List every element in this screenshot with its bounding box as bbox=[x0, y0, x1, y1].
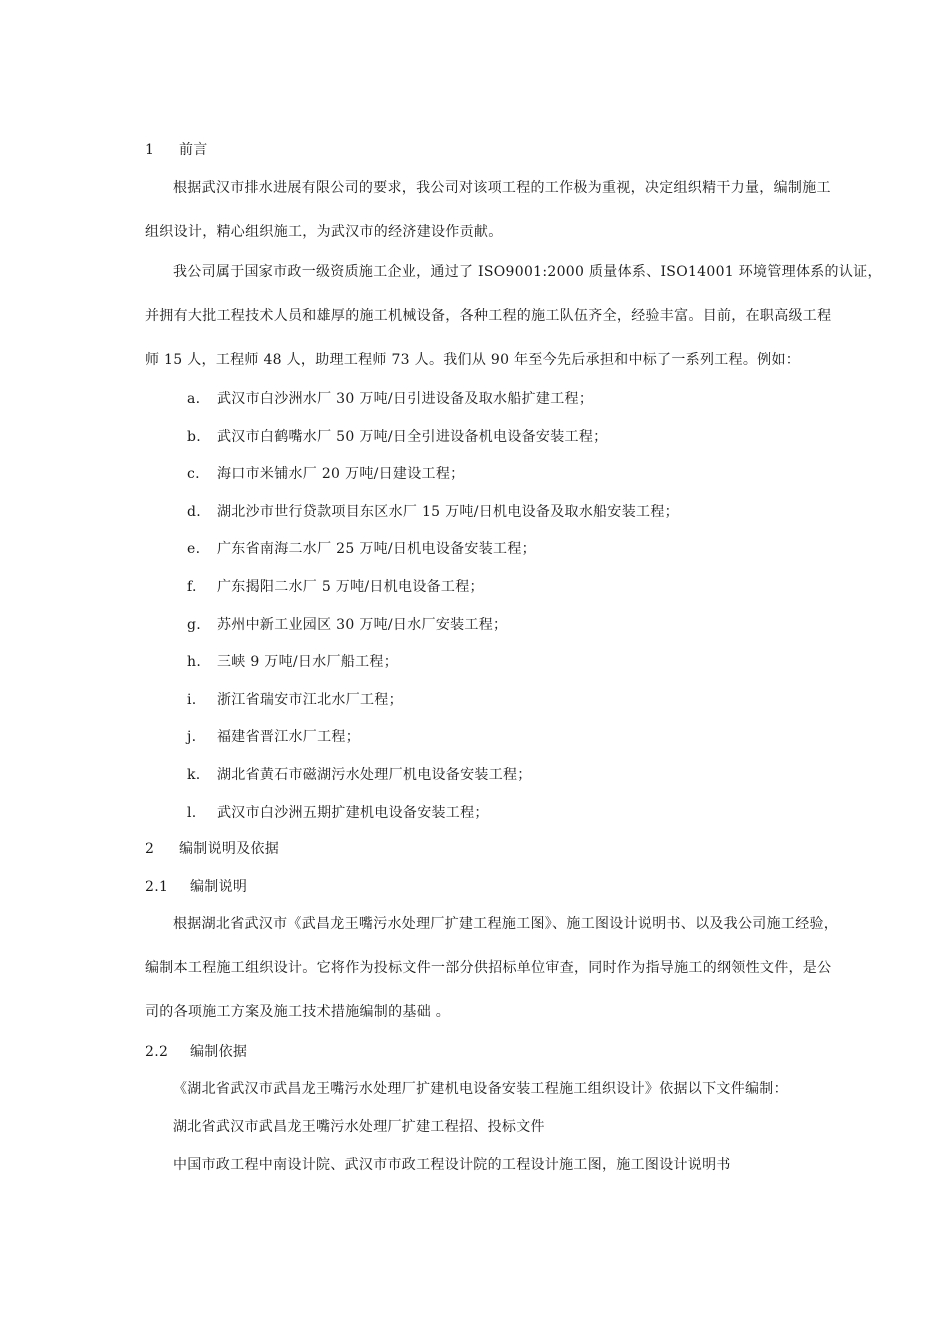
section-1-heading bbox=[145, 141, 208, 159]
list-item-marker: a. bbox=[187, 391, 201, 407]
list-item-text: 武汉市白沙洲水厂 30 万吨/日引进设备及取水船扩建工程； bbox=[217, 391, 594, 407]
subsection-number: 2.1 bbox=[145, 879, 169, 895]
paragraph-line: 中国市政工程中南设计院、武汉市市政工程设计院的工程设计施工图，施工图设计说明书 bbox=[173, 1157, 731, 1173]
list-item-text: 三峡 9 万吨/日水厂船工程； bbox=[217, 654, 399, 670]
list-item-marker: e. bbox=[187, 541, 201, 557]
paragraph-line: 我公司属于国家市政一级资质施工企业，通过了 ISO9001:2000 质量体系、ISO14001 环境管理体系的认证， bbox=[173, 264, 882, 280]
paragraph-line: 湖北省武汉市武昌龙王嘴污水处理厂扩建工程招、投标文件 bbox=[173, 1119, 545, 1135]
paragraph-line: 师 15 人，工程师 48 人，助理工程师 73 人。我们从 90 年至今先后承担和中标了一系列工程。例如： bbox=[145, 352, 801, 368]
subsection-number: 2.2 bbox=[145, 1044, 169, 1060]
subsection-2-1-heading bbox=[145, 878, 248, 896]
list-item-marker: c. bbox=[187, 466, 200, 482]
section-2-heading bbox=[145, 840, 280, 858]
list-item-marker: f. bbox=[187, 579, 197, 595]
paragraph-line: 司的各项施工方案及施工技术措施编制的基础 。 bbox=[145, 1004, 451, 1020]
list-item-marker: d. bbox=[187, 504, 202, 520]
list-item-marker: l. bbox=[187, 805, 197, 821]
paragraph-line: 《湖北省武汉市武昌龙王嘴污水处理厂扩建机电设备安装工程施工组织设计》依据以下文件编制： bbox=[173, 1081, 788, 1097]
paragraph-line: 根据武汉市排水进展有限公司的要求，我公司对该项工程的工作极为重视，决定组织精干力量，编制施工 bbox=[173, 180, 831, 196]
subsection-title: 编制依据 bbox=[190, 1044, 248, 1060]
section-title: 前言 bbox=[179, 142, 208, 158]
section-number: 2 bbox=[145, 841, 155, 857]
list-item-text: 武汉市白沙洲五期扩建机电设备安装工程； bbox=[217, 805, 489, 821]
list-item-text: 苏州中新工业园区 30 万吨/日水厂安装工程； bbox=[217, 617, 508, 633]
subsection-2-2-heading bbox=[145, 1043, 248, 1061]
list-item-text: 浙江省瑞安市江北水厂工程； bbox=[217, 692, 403, 708]
subsection-title: 编制说明 bbox=[190, 879, 248, 895]
list-item-text: 湖北沙市世行贷款项目东区水厂 15 万吨/日机电设备及取水船安装工程； bbox=[217, 504, 679, 520]
paragraph-line: 并拥有大批工程技术人员和雄厚的施工机械设备，各种工程的施工队伍齐全，经验丰富。目前，在职高级工程 bbox=[145, 308, 832, 324]
paragraph-line: 根据湖北省武汉市《武昌龙王嘴污水处理厂扩建工程施工图》、施工图设计说明书、以及我公司施工经验， bbox=[173, 916, 839, 932]
list-item-marker: i. bbox=[187, 692, 197, 708]
list-item-text: 广东省南海二水厂 25 万吨/日机电设备安装工程； bbox=[217, 541, 536, 557]
section-number: 1 bbox=[145, 142, 155, 158]
list-item-marker: g. bbox=[187, 617, 202, 633]
list-item-text: 福建省晋江水厂工程； bbox=[217, 729, 360, 745]
list-item-marker: b. bbox=[187, 429, 202, 445]
paragraph-line: 组织设计，精心组织施工，为武汉市的经济建设作贡献。 bbox=[145, 224, 503, 240]
list-item-text: 武汉市白鹤嘴水厂 50 万吨/日全引进设备机电设备安装工程； bbox=[217, 429, 608, 445]
paragraph-line: 编制本工程施工组织设计。它将作为投标文件一部分供招标单位审查，同时作为指导施工的纲领性文件，是公 bbox=[145, 960, 832, 976]
section-title: 编制说明及依据 bbox=[179, 841, 280, 857]
list-item-marker: h. bbox=[187, 654, 202, 670]
list-item-text: 广东揭阳二水厂 5 万吨/日机电设备工程； bbox=[217, 579, 484, 595]
list-item-marker: j. bbox=[187, 729, 197, 745]
list-item-text: 海口市米铺水厂 20 万吨/日建设工程； bbox=[217, 466, 465, 482]
list-item-text: 湖北省黄石市磁湖污水处理厂机电设备安装工程； bbox=[217, 767, 532, 783]
list-item-marker: k. bbox=[187, 767, 201, 783]
